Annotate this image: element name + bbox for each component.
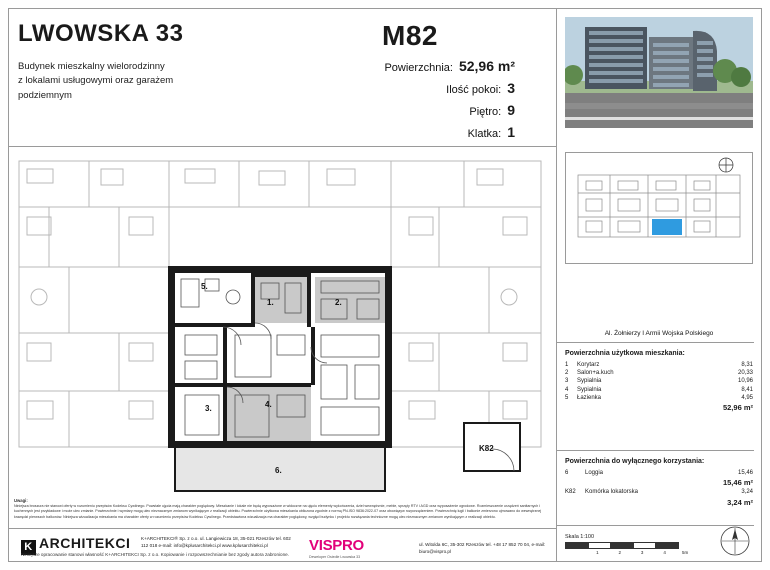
room-area: 4,95 (741, 394, 753, 401)
usable-area-total: 52,96 m² (722, 403, 753, 413)
footer (9, 528, 556, 563)
table-row (565, 386, 753, 394)
floor-plan (9, 147, 556, 492)
spec-label-area: Powierzchnia: (384, 62, 453, 74)
apartment-outline (169, 267, 391, 491)
spec-label-staircase: Klatka: (467, 128, 502, 140)
right-divider-1 (557, 342, 754, 343)
scale-tick: 4 (663, 550, 666, 555)
developer-contact: ul. Witolda 6C, 35-302 Rzeszów tel. +48 17 852 70 04, e-mail: biuro@vispro.pl (419, 542, 546, 555)
architect-contact: K+ARCHITEKCI® Sp. z o.o. ul. Langiewicza 18, 35-021 Rzeszów tel. 602 112 018 e-mail: info@kplusarchitekci.pl www.kplusarchitekci.pl (141, 536, 291, 549)
room-label-2: 2. (335, 298, 342, 307)
right-divider-2 (557, 450, 754, 451)
spec-row-rooms (280, 80, 515, 96)
developer-subtext: Deweloper Osiedle Lwowska 33 (309, 555, 361, 559)
description-line-1: Budynek mieszkalny wielorodzinny (18, 61, 165, 72)
spec-value-floor: 9 (507, 102, 515, 118)
logo-subtext: Niniejsze opracowanie stanowi własność K+ARCHITEKCI Sp. z o.o. Kopiowanie i rozpowszechnianie bez zgody autora zabronione. (21, 552, 289, 557)
scale-tick: 1 (596, 550, 599, 555)
table-total-row (565, 497, 753, 508)
room-no: 2 (565, 370, 569, 377)
room-no: 4 (565, 386, 569, 393)
unit-code-block (320, 20, 500, 52)
logo-text: ARCHITEKCI (39, 535, 131, 551)
room-name: Loggia (585, 470, 604, 477)
room-no: 3 (565, 378, 569, 385)
plan-disclaimer-title: Uwagi: (14, 498, 28, 503)
room-label-5: 5. (201, 282, 208, 291)
spec-row-floor (280, 102, 515, 118)
room-name: Salon+a.kuch (577, 370, 614, 377)
unit-specs (280, 58, 515, 146)
compass-icon (718, 524, 752, 558)
room-fill-2 (315, 277, 385, 323)
storage-unit (464, 423, 520, 471)
unit-code: M82 (382, 20, 438, 51)
street-caption: Al. Żołnierzy I Armii Wojska Polskiego (604, 330, 714, 337)
developer-name: VISPRO (309, 537, 364, 554)
table-row (565, 369, 753, 377)
scale-tick: 2 (618, 550, 622, 555)
scale-tick: 5m (681, 550, 689, 555)
scale-tick: 3 (640, 550, 644, 555)
exclusive-area-title: Powierzchnia do wyłącznego korzystania: (565, 458, 705, 465)
building-photo (565, 17, 753, 128)
table-row (565, 469, 753, 477)
storage-no: K82 (565, 489, 576, 496)
table-row (565, 361, 753, 369)
usable-area-title: Powierzchnia użytkowa mieszkania: (565, 350, 685, 357)
room-no: 6 (565, 470, 569, 477)
room-area: 8,41 (741, 386, 753, 393)
room-name: Łazienka (577, 394, 602, 401)
column-divider (556, 8, 557, 562)
scale-label: Skala 1:100 (565, 534, 595, 540)
exclusive-area-subtotal: 15,46 m² (722, 478, 753, 488)
room-area: 20,33 (737, 370, 753, 377)
room-label-3: 3. (205, 404, 212, 413)
description-line-3: podziemnym (18, 89, 72, 101)
room-no: 1 (565, 362, 569, 369)
table-row (565, 394, 753, 402)
spec-row-staircase (280, 124, 515, 140)
spec-label-floor: Piętro: (469, 106, 502, 118)
floor-plan-drawing (9, 147, 556, 492)
developer-logo (309, 537, 364, 560)
plan-disclaimer (14, 498, 544, 520)
scale-bar (565, 534, 689, 555)
room-area: 10,96 (737, 378, 753, 385)
exclusive-area-table (565, 458, 753, 508)
table-total-row (565, 477, 753, 488)
storage-subtotal: 3,24 m² (727, 497, 753, 507)
scale-segments (565, 542, 679, 549)
storage-name: Komórka lokatorska (585, 489, 639, 496)
key-location-map (565, 152, 753, 264)
plan-disclaimer-text: Niniejsza broszura nie stanowi oferty w rozumieniu przepisów Kodeksu Cywilnego. Powstałe ujęcia mają charakter poglądowy. Mieszkanie i lokale nie będą wyposażone w widoczne na ujęciu elementy wykończenia, dziel wewnętrznie, meble, sprzęty RTV i AGD oraz wyposażenie ogrodowe. Rozmieszczenie urządzeń sanitarnych i kuchennych jest przykładowe i może ulec zmianie. Powierzchnie i wymiary mogą ulec nieznacznym zmianom wynikającym z realizacji obiektu. Powierzchnie użytkowa mieszkania obliczona zgodnie z normą PN-ISO 9836:2022-07 oraz obowiązyw rozporządzeniem. Powierzchnię lugii i balkonie zmierzono ujmowano do wewnętrznej krawędzi pierwszch balkonów. Niniejsza wizualizacja mieszkania ma charakter oferty w rozumieniu przepisów Kodeksu Cywilnego. Przedstawiona wizualizacja ma charakter poglądowy, względ budynku i projektu rozwiązania techniczne mogą ulec nieznacznym zmianom wynikającym z realizacji obiektu. (14, 504, 542, 519)
room-label-6: 6. (275, 466, 282, 475)
highlighted-unit (652, 219, 682, 235)
storage-label: K82 (479, 444, 494, 453)
spec-value-staircase: 1 (507, 124, 515, 140)
table-row (565, 377, 753, 385)
spec-value-rooms: 3 (507, 80, 515, 96)
room-name: Sypialnia (577, 386, 602, 393)
room-name: Sypialnia (577, 378, 602, 385)
room-fill-1 (255, 277, 307, 323)
room-area: 15,46 (737, 470, 753, 477)
spec-row-area (280, 58, 515, 74)
room-area: 8,31 (741, 362, 753, 369)
description-line-2: z lokalami usługowymi oraz garażem (18, 75, 174, 87)
table-total-row (565, 402, 753, 413)
spec-label-rooms: Ilość pokoi: (446, 84, 502, 96)
project-address: LWOWSKA 33 (18, 20, 184, 47)
spec-value-area: 52,96 m² (458, 58, 515, 74)
room-label-4: 4. (265, 400, 272, 409)
table-row (565, 488, 753, 496)
usable-area-table (565, 350, 753, 413)
storage-area: 3,24 (741, 489, 753, 496)
scale-ticks (565, 550, 689, 555)
logo-mark: K (21, 540, 36, 555)
room-no: 5 (565, 394, 569, 401)
room-label-1: 1. (267, 298, 274, 307)
room-name: Korytarz (577, 362, 600, 369)
